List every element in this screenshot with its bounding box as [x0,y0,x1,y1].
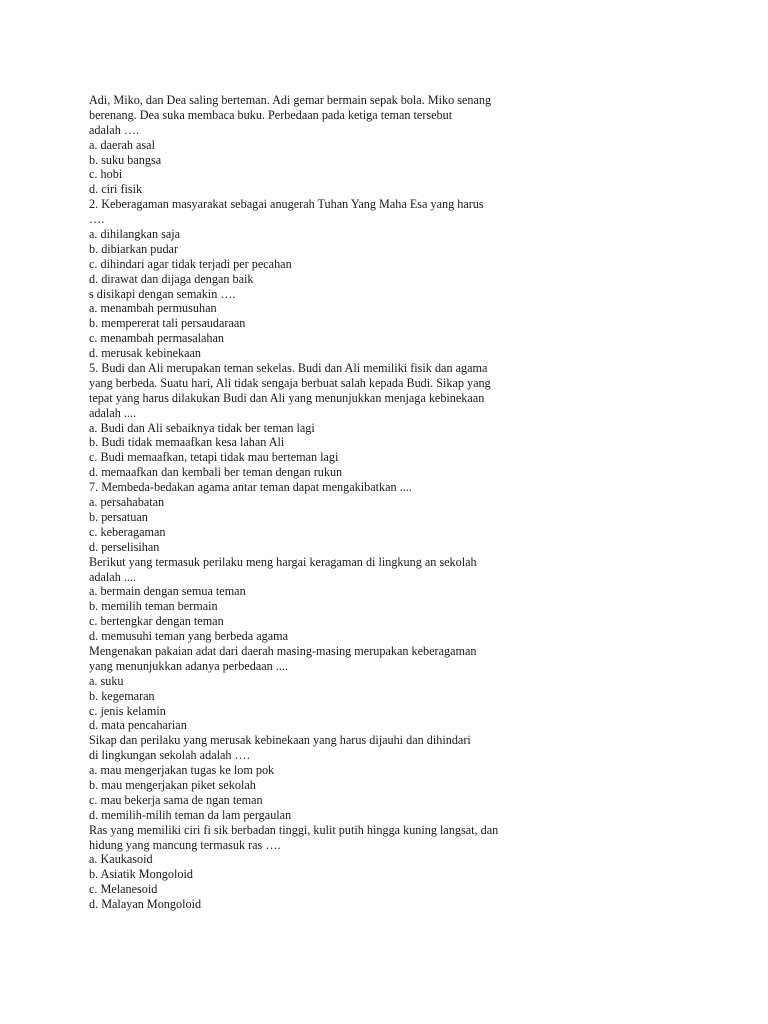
text-line: b. mau mengerjakan piket sekolah [89,777,256,792]
text-line: d. perselisihan [89,539,160,554]
text-line: Berikut yang termasuk perilaku meng hargai keragaman di lingkung an sekolah [89,554,477,569]
text-line: a. bermain dengan semua teman [89,584,246,599]
text-line: Mengenakan pakaian adat dari daerah masing-masing merupakan keberagaman [89,643,477,658]
text-line: a. suku [89,673,124,688]
text-line: c. menambah permasalahan [89,331,225,346]
text-line: b. kegemaran [89,688,155,703]
text-line: d. memilih-milih teman da lam pergaulan [89,807,292,822]
text-line: c. mau bekerja sama de ngan teman [89,792,263,807]
text-line: b. persatuan [89,509,148,524]
text-line: adalah .... [89,405,137,420]
text-line: 2. Keberagaman masyarakat sebagai anugerah Tuhan Yang Maha Esa yang harus [89,197,484,212]
text-line: c. dihindari agar tidak terjadi per pecahan [89,256,292,271]
text-line: adalah .... [89,569,137,584]
text-line: d. merusak kebinekaan [89,346,202,361]
text-line: Ras yang memiliki ciri fi sik berbadan tinggi, kulit putih hingga kuning langsat, dan [89,822,499,837]
text-line: c. Melanesoid [89,882,158,897]
text-line: yang menunjukkan adanya perbedaan .... [89,658,288,673]
text-line: a. menambah permusuhan [89,301,217,316]
text-line: c. hobi [89,167,123,182]
text-line: c. Budi memaafkan, tetapi tidak mau berteman lagi [89,450,339,465]
text-line: d. memaafkan dan kembali ber teman dengan rukun [89,465,343,480]
text-line: Sikap dan perilaku yang merusak kebinekaan yang harus dijauhi dan dihindari [89,733,471,748]
text-line: a. daerah asal [89,137,155,152]
text-line: d. mata pencaharian [89,718,187,733]
text-line: a. dihilangkan saja [89,227,181,242]
text-line: d. Malayan Mongoloid [89,897,202,912]
text-line: tepat yang harus dilakukan Budi dan Ali yang menunjukkan menjaga kebinekaan [89,390,485,405]
text-line: d. ciri fisik [89,182,143,197]
text-line: d. memusuhi teman yang berbeda agama [89,629,288,644]
text-line: b. dibiarkan pudar [89,241,179,256]
text-line: b. Budi tidak memaafkan kesa lahan Ali [89,435,285,450]
text-line: Adi, Miko, dan Dea saling berteman. Adi gemar bermain sepak bola. Miko senang [89,93,492,107]
text-line: adalah …. [89,122,140,137]
text-line: a. Budi dan Ali sebaiknya tidak ber teman lagi [89,420,315,435]
text-line: …. [89,212,105,227]
text-line: a. mau mengerjakan tugas ke lom pok [89,763,275,778]
text-line: d. dirawat dan dijaga dengan baik [89,271,254,286]
text-line: b. suku bangsa [89,152,162,167]
text-line: yang berbeda. Suatu hari, Ali tidak sengaja berbuat salah kepada Budi. Sikap yang [89,375,491,390]
text-line: 7. Membeda-bedakan agama antar teman dapat mengakibatkan .... [89,480,412,495]
text-line: berenang. Dea suka membaca buku. Perbedaan pada ketiga teman tersebut [89,107,453,122]
text-line: 5. Budi dan Ali merupakan teman sekelas. Budi dan Ali memiliki fisik dan agama [89,361,488,376]
text-line: di lingkungan sekolah adalah …. [89,748,250,763]
text-line: a. persahabatan [89,495,165,510]
text-line: hidung yang mancung termasuk ras …. [89,837,281,852]
text-line: s disikapi dengan semakin …. [89,286,236,301]
text-line: c. keberagaman [89,524,166,539]
text-line: c. bertengkar dengan teman [89,614,224,629]
text-line: c. jenis kelamin [89,703,166,718]
text-line: a. Kaukasoid [89,852,153,867]
text-line: b. memilih teman bermain [89,599,218,614]
document-body [89,93,529,912]
text-line: b. Asiatik Mongoloid [89,867,193,882]
text-line: b. mempererat tali persaudaraan [89,316,246,331]
